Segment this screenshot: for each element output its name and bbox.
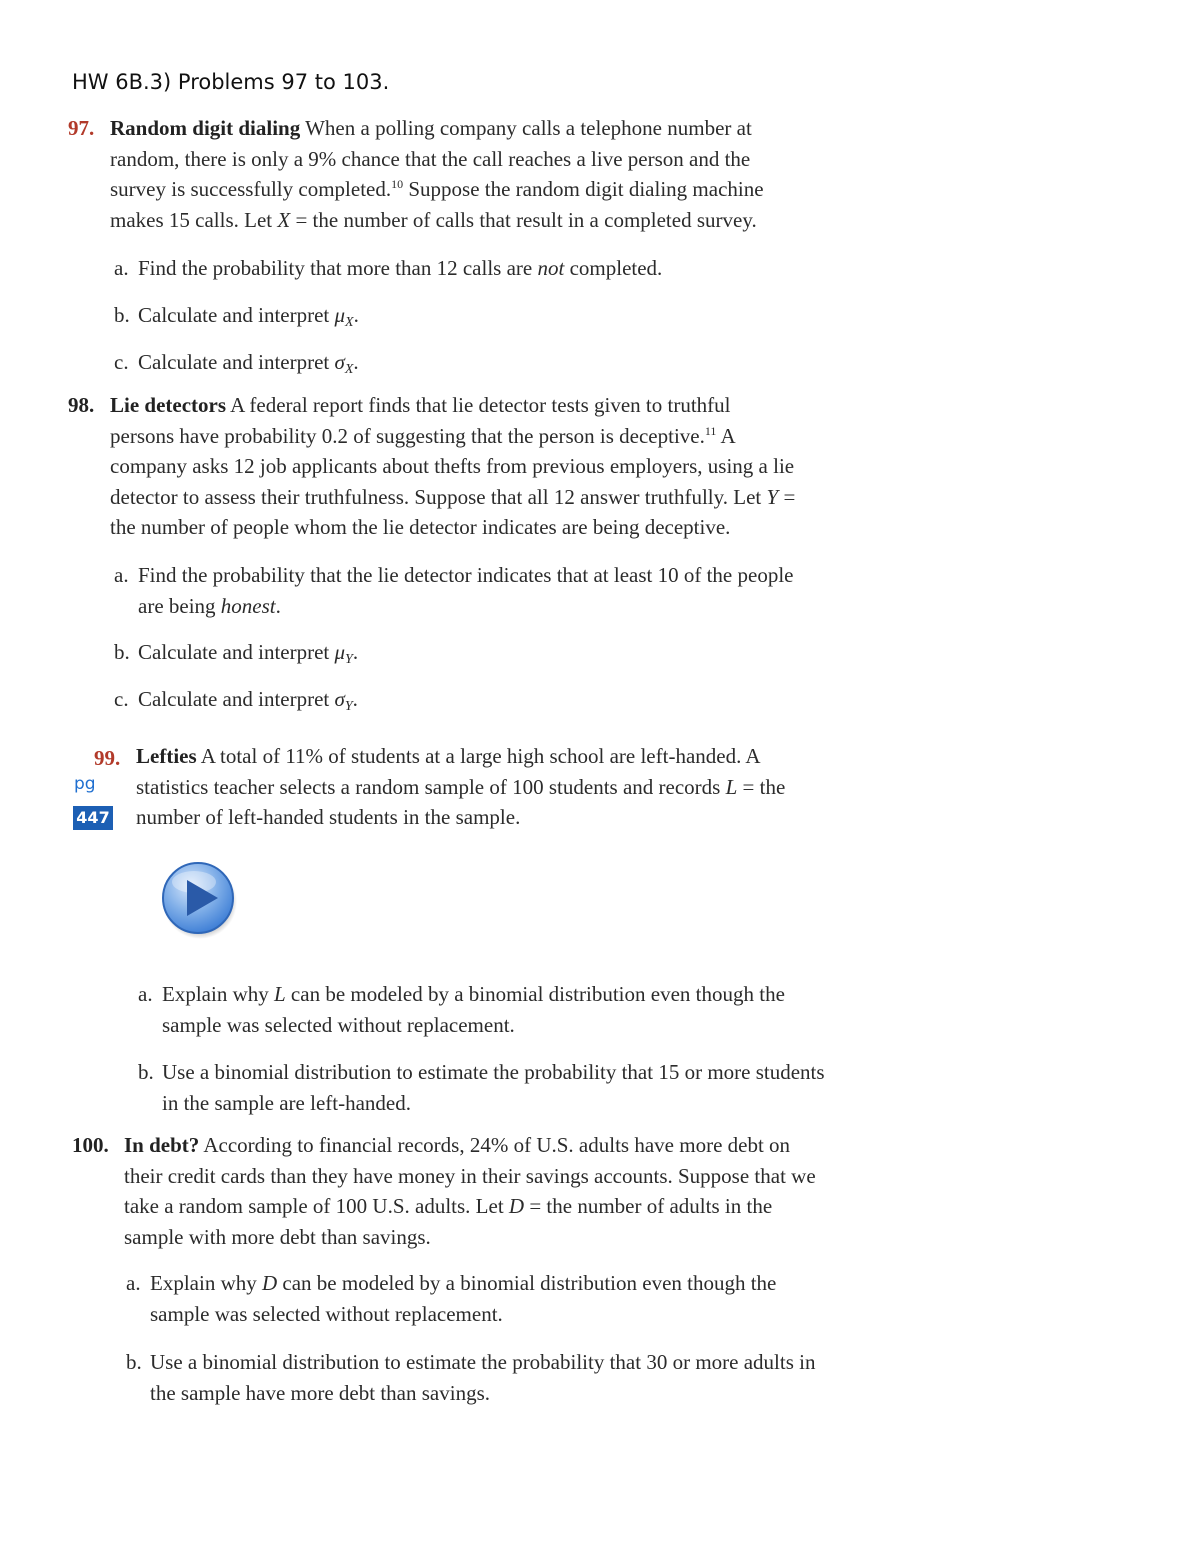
part-b: b. Calculate and interpret $\mu_X$. xyxy=(114,303,359,330)
problem-number: 100. xyxy=(72,1133,109,1157)
part-b: b. Calculate and interpret $\mu_Y$. xyxy=(114,640,359,667)
part-b: b. Use a binomial distribution to estimate the probability that 30 or more adults in the sample have more debt than savings. xyxy=(126,1350,816,1405)
part-a: a. Explain why L can be modeled by a binomial distribution even though the sample was selected without replacement. xyxy=(138,982,785,1037)
variable: L xyxy=(725,774,738,799)
problem-stem: In debt? According to financial records, 24% of U.S. adults have more debt on their credit cards than they have money in their savings accounts. Suppose that we take a random sample of 100 U.S. adults. Let D = the number of adults in the sample with more debt than savings. xyxy=(124,1133,816,1249)
footnote-marker: 10 xyxy=(391,177,404,191)
problem-100 xyxy=(72,1130,914,1252)
problem-title: In debt? xyxy=(124,1133,200,1157)
sd-symbol: σ xyxy=(334,350,345,374)
variable: Y xyxy=(766,484,779,509)
variable: D xyxy=(508,1194,525,1218)
page-reference-label: pg xyxy=(74,774,96,794)
part-c: c. Calculate and interpret $\sigma_Y$. xyxy=(114,687,358,714)
problem-stem: Random digit dialing When a polling company calls a telephone number at random, there is only a 9% chance that the call reaches a live person and the survey is successfully completed.$^{10}$ Suppose the random digit dialing machine makes 15 calls. Let X = the number of calls that result in a completed survey. xyxy=(110,116,764,232)
problem-title: Lefties xyxy=(136,744,197,768)
problem-97 xyxy=(68,113,890,235)
page-title: HW 6B.3) Problems 97 to 103. xyxy=(72,70,390,94)
problem-98 xyxy=(68,390,900,543)
footnote-marker: 11 xyxy=(704,423,717,438)
sd-symbol: σ xyxy=(334,687,345,711)
video-play-button[interactable] xyxy=(158,858,240,940)
page-number-badge[interactable]: 447 xyxy=(73,806,113,830)
mean-symbol: μ xyxy=(334,303,346,327)
problem-stem: Lie detectors A federal report finds that lie detector tests given to truthful persons have probability 0.2 of suggesting that the person is deceptive.$^{11}$ A company asks 12 job applicants about thefts from previous employers, using a lie detector to assess their truthfulness. Suppose that all 12 answer truthfully. Let Y = the number of people whom the lie detector indicates are being deceptive. xyxy=(110,393,796,539)
part-a: a. Find the probability that the lie detector indicates that at least 10 of the people are being honest. xyxy=(114,563,794,618)
problem-stem: Lefties A total of 11% of students at a large high school are left-handed. A statistics teacher selects a random sample of 100 students and records L = the number of left-handed students in the sample. xyxy=(136,744,786,829)
part-a: a. Explain why D can be modeled by a binomial distribution even though the sample was selected without replacement. xyxy=(126,1271,777,1326)
problem-title: Random digit dialing xyxy=(110,116,301,140)
problem-99 xyxy=(94,741,916,833)
play-icon[interactable] xyxy=(158,858,240,940)
part-c: c. Calculate and interpret $\sigma_X$. xyxy=(114,350,359,377)
part-a: a. Find the probability that more than 12 calls are not completed. xyxy=(114,256,663,280)
part-b: b. Use a binomial distribution to estimate the probability that 15 or more students in the sample are left-handed. xyxy=(138,1060,825,1115)
variable: X xyxy=(277,207,291,232)
problem-number: 99. xyxy=(94,746,121,770)
problem-title: Lie detectors xyxy=(110,393,227,417)
problem-number: 97. xyxy=(68,116,95,140)
mean-symbol: μ xyxy=(334,640,346,664)
problem-number: 98. xyxy=(68,393,95,417)
